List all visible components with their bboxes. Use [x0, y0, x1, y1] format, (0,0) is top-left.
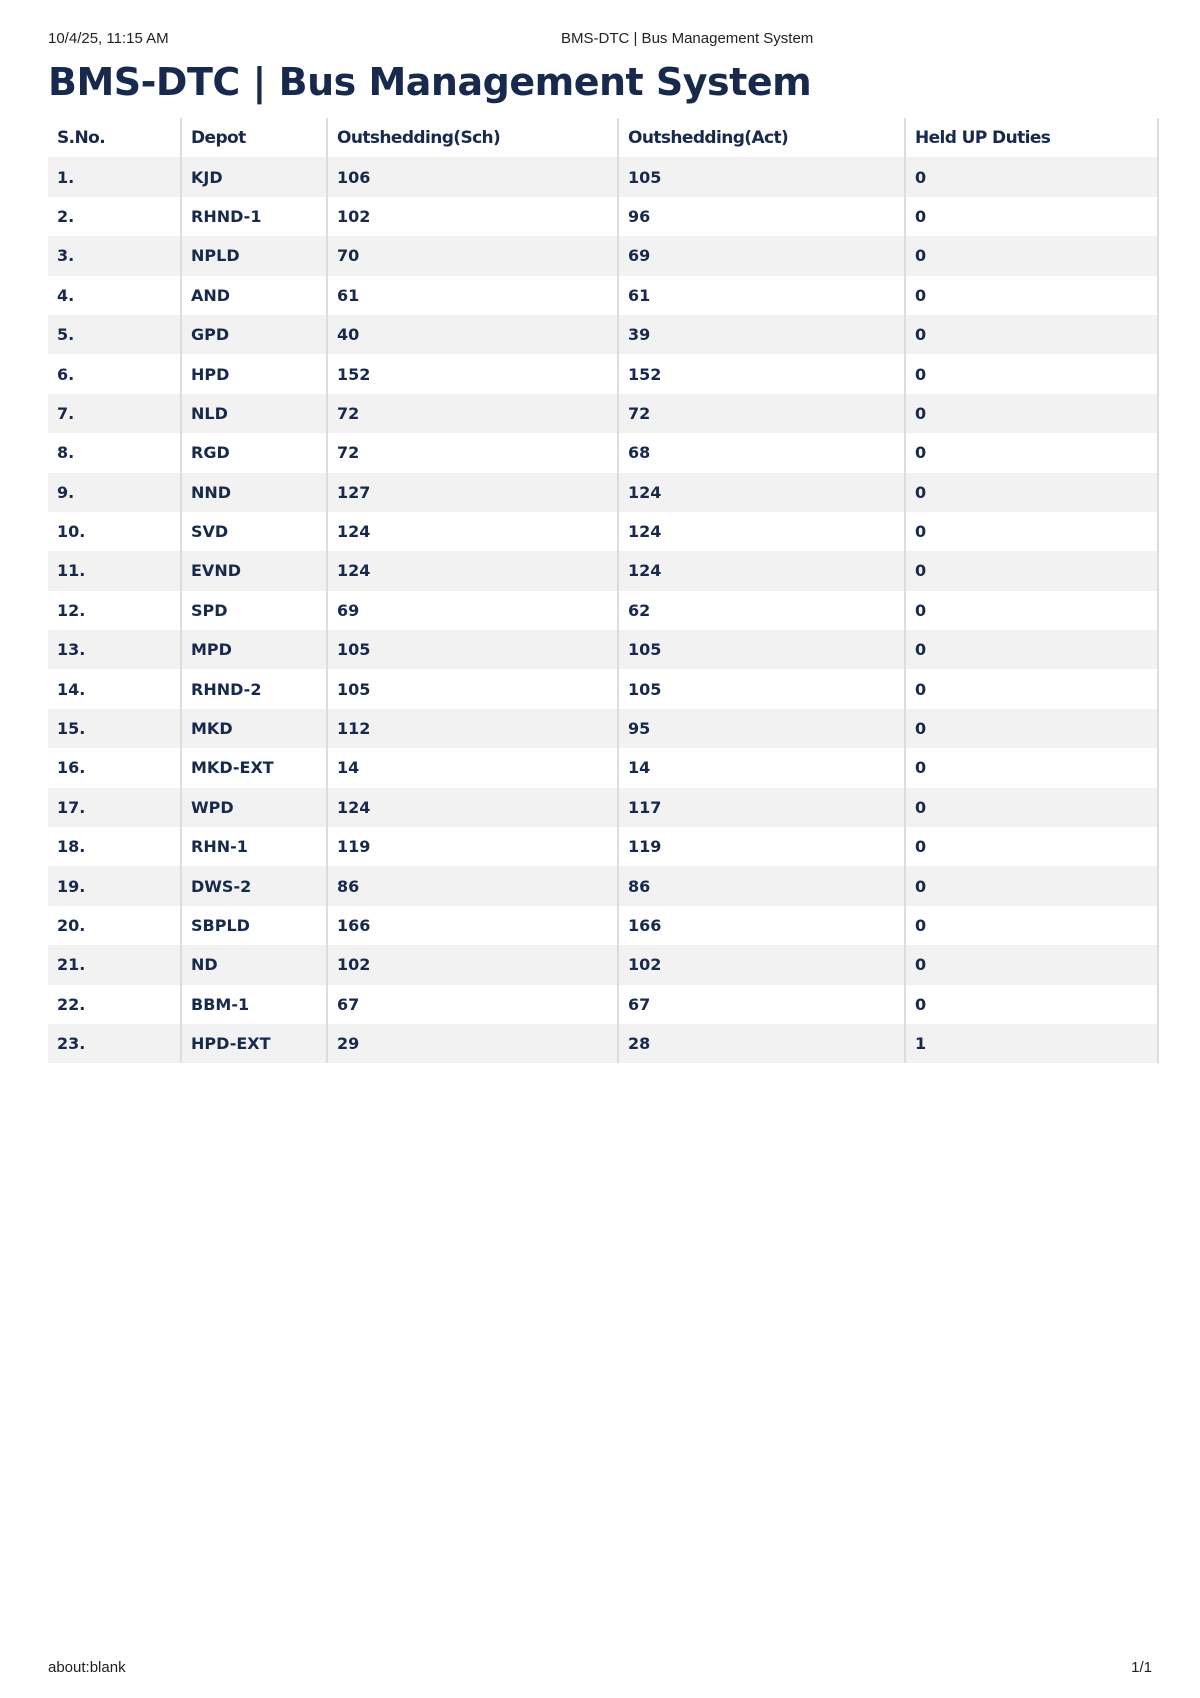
cell-sno: 22.: [48, 985, 181, 1024]
table-row: [48, 945, 1158, 984]
cell-held-up-duties: 0: [905, 512, 1158, 551]
cell-depot: HPD: [181, 354, 327, 393]
table-row: [48, 906, 1158, 945]
cell-sno: 6.: [48, 354, 181, 393]
table-row: [48, 473, 1158, 512]
cell-sno: 2.: [48, 197, 181, 236]
cell-outshedding-sch: 72: [327, 433, 618, 472]
cell-held-up-duties: 1: [905, 1024, 1158, 1063]
cell-sno: 1.: [48, 157, 181, 196]
table-row: [48, 354, 1158, 393]
cell-sno: 11.: [48, 551, 181, 590]
cell-held-up-duties: 0: [905, 276, 1158, 315]
cell-held-up-duties: 0: [905, 906, 1158, 945]
cell-held-up-duties: 0: [905, 315, 1158, 354]
cell-outshedding-sch: 119: [327, 827, 618, 866]
table-row: [48, 157, 1158, 196]
cell-depot: EVND: [181, 551, 327, 590]
cell-held-up-duties: 0: [905, 394, 1158, 433]
print-header-title: BMS-DTC | Bus Management System: [561, 30, 814, 47]
cell-depot: MKD-EXT: [181, 748, 327, 787]
print-footer: [48, 1659, 1152, 1679]
cell-sno: 21.: [48, 945, 181, 984]
cell-outshedding-sch: 61: [327, 276, 618, 315]
cell-depot: MPD: [181, 630, 327, 669]
cell-depot: RGD: [181, 433, 327, 472]
cell-depot: NPLD: [181, 236, 327, 275]
table-row: [48, 827, 1158, 866]
cell-held-up-duties: 0: [905, 591, 1158, 630]
cell-depot: NND: [181, 473, 327, 512]
table-row: [48, 630, 1158, 669]
column-header-outshedding-act: Outshedding(Act): [618, 118, 905, 157]
cell-outshedding-act: 14: [618, 748, 905, 787]
cell-depot: ND: [181, 945, 327, 984]
cell-outshedding-sch: 72: [327, 394, 618, 433]
cell-sno: 5.: [48, 315, 181, 354]
cell-held-up-duties: 0: [905, 236, 1158, 275]
cell-sno: 9.: [48, 473, 181, 512]
table-row: [48, 748, 1158, 787]
cell-outshedding-act: 28: [618, 1024, 905, 1063]
table-row: [48, 394, 1158, 433]
cell-outshedding-sch: 152: [327, 354, 618, 393]
page-title: BMS-DTC | Bus Management System: [48, 60, 812, 104]
cell-outshedding-sch: 166: [327, 906, 618, 945]
print-datetime: 10/4/25, 11:15 AM: [48, 30, 169, 47]
cell-depot: KJD: [181, 157, 327, 196]
cell-sno: 7.: [48, 394, 181, 433]
cell-outshedding-act: 166: [618, 906, 905, 945]
cell-outshedding-sch: 124: [327, 512, 618, 551]
cell-held-up-duties: 0: [905, 197, 1158, 236]
cell-depot: BBM-1: [181, 985, 327, 1024]
cell-depot: SBPLD: [181, 906, 327, 945]
cell-sno: 10.: [48, 512, 181, 551]
cell-outshedding-act: 124: [618, 512, 905, 551]
cell-sno: 3.: [48, 236, 181, 275]
cell-depot: HPD-EXT: [181, 1024, 327, 1063]
cell-outshedding-act: 61: [618, 276, 905, 315]
cell-outshedding-act: 117: [618, 788, 905, 827]
cell-outshedding-sch: 29: [327, 1024, 618, 1063]
table-row: [48, 236, 1158, 275]
cell-sno: 20.: [48, 906, 181, 945]
cell-held-up-duties: 0: [905, 827, 1158, 866]
cell-outshedding-sch: 102: [327, 945, 618, 984]
cell-outshedding-act: 68: [618, 433, 905, 472]
cell-sno: 4.: [48, 276, 181, 315]
table-row: [48, 591, 1158, 630]
cell-outshedding-sch: 14: [327, 748, 618, 787]
cell-outshedding-act: 119: [618, 827, 905, 866]
cell-outshedding-act: 95: [618, 709, 905, 748]
cell-outshedding-act: 96: [618, 197, 905, 236]
cell-depot: NLD: [181, 394, 327, 433]
cell-outshedding-act: 72: [618, 394, 905, 433]
table-row: [48, 433, 1158, 472]
cell-sno: 17.: [48, 788, 181, 827]
cell-depot: MKD: [181, 709, 327, 748]
column-header-sno: S.No.: [48, 118, 181, 157]
cell-sno: 15.: [48, 709, 181, 748]
cell-outshedding-act: 102: [618, 945, 905, 984]
column-header-depot: Depot: [181, 118, 327, 157]
print-header: [48, 30, 1152, 50]
table-row: [48, 315, 1158, 354]
column-header-held-up-duties: Held UP Duties: [905, 118, 1158, 157]
cell-sno: 8.: [48, 433, 181, 472]
cell-held-up-duties: 0: [905, 433, 1158, 472]
cell-outshedding-sch: 124: [327, 551, 618, 590]
cell-outshedding-sch: 127: [327, 473, 618, 512]
cell-outshedding-sch: 86: [327, 866, 618, 905]
table-row: [48, 197, 1158, 236]
cell-outshedding-act: 152: [618, 354, 905, 393]
table-row: [48, 276, 1158, 315]
table-row: [48, 551, 1158, 590]
cell-depot: SPD: [181, 591, 327, 630]
cell-held-up-duties: 0: [905, 709, 1158, 748]
cell-outshedding-sch: 105: [327, 630, 618, 669]
table-row: [48, 985, 1158, 1024]
table-header-row: [48, 118, 1158, 157]
table-header: [48, 118, 1158, 157]
table-row: [48, 512, 1158, 551]
table-row: [48, 709, 1158, 748]
column-header-outshedding-sch: Outshedding(Sch): [327, 118, 618, 157]
cell-depot: AND: [181, 276, 327, 315]
cell-depot: RHND-1: [181, 197, 327, 236]
cell-outshedding-act: 69: [618, 236, 905, 275]
table-row: [48, 788, 1158, 827]
cell-outshedding-sch: 69: [327, 591, 618, 630]
cell-sno: 23.: [48, 1024, 181, 1063]
cell-outshedding-sch: 70: [327, 236, 618, 275]
cell-outshedding-sch: 40: [327, 315, 618, 354]
cell-held-up-duties: 0: [905, 866, 1158, 905]
cell-outshedding-sch: 102: [327, 197, 618, 236]
table-body: [48, 157, 1158, 1063]
cell-sno: 19.: [48, 866, 181, 905]
cell-outshedding-act: 39: [618, 315, 905, 354]
cell-sno: 13.: [48, 630, 181, 669]
cell-outshedding-act: 124: [618, 551, 905, 590]
table-row: [48, 669, 1158, 708]
outshedding-table: [48, 118, 1159, 1063]
cell-outshedding-act: 62: [618, 591, 905, 630]
cell-sno: 18.: [48, 827, 181, 866]
page-number: 1/1: [1131, 1659, 1152, 1676]
cell-sno: 12.: [48, 591, 181, 630]
cell-outshedding-sch: 124: [327, 788, 618, 827]
cell-outshedding-sch: 67: [327, 985, 618, 1024]
cell-depot: GPD: [181, 315, 327, 354]
cell-outshedding-act: 105: [618, 630, 905, 669]
cell-outshedding-act: 67: [618, 985, 905, 1024]
cell-outshedding-act: 105: [618, 157, 905, 196]
cell-held-up-duties: 0: [905, 748, 1158, 787]
cell-outshedding-sch: 112: [327, 709, 618, 748]
cell-held-up-duties: 0: [905, 157, 1158, 196]
cell-held-up-duties: 0: [905, 551, 1158, 590]
cell-held-up-duties: 0: [905, 945, 1158, 984]
print-url: about:blank: [48, 1659, 126, 1676]
cell-depot: WPD: [181, 788, 327, 827]
cell-outshedding-act: 86: [618, 866, 905, 905]
cell-outshedding-act: 105: [618, 669, 905, 708]
cell-sno: 14.: [48, 669, 181, 708]
cell-depot: SVD: [181, 512, 327, 551]
cell-depot: RHN-1: [181, 827, 327, 866]
cell-outshedding-sch: 106: [327, 157, 618, 196]
cell-sno: 16.: [48, 748, 181, 787]
cell-held-up-duties: 0: [905, 354, 1158, 393]
cell-outshedding-sch: 105: [327, 669, 618, 708]
cell-held-up-duties: 0: [905, 473, 1158, 512]
cell-held-up-duties: 0: [905, 669, 1158, 708]
table-row: [48, 1024, 1158, 1063]
cell-depot: DWS-2: [181, 866, 327, 905]
cell-outshedding-act: 124: [618, 473, 905, 512]
cell-held-up-duties: 0: [905, 630, 1158, 669]
table-row: [48, 866, 1158, 905]
cell-held-up-duties: 0: [905, 788, 1158, 827]
cell-depot: RHND-2: [181, 669, 327, 708]
cell-held-up-duties: 0: [905, 985, 1158, 1024]
